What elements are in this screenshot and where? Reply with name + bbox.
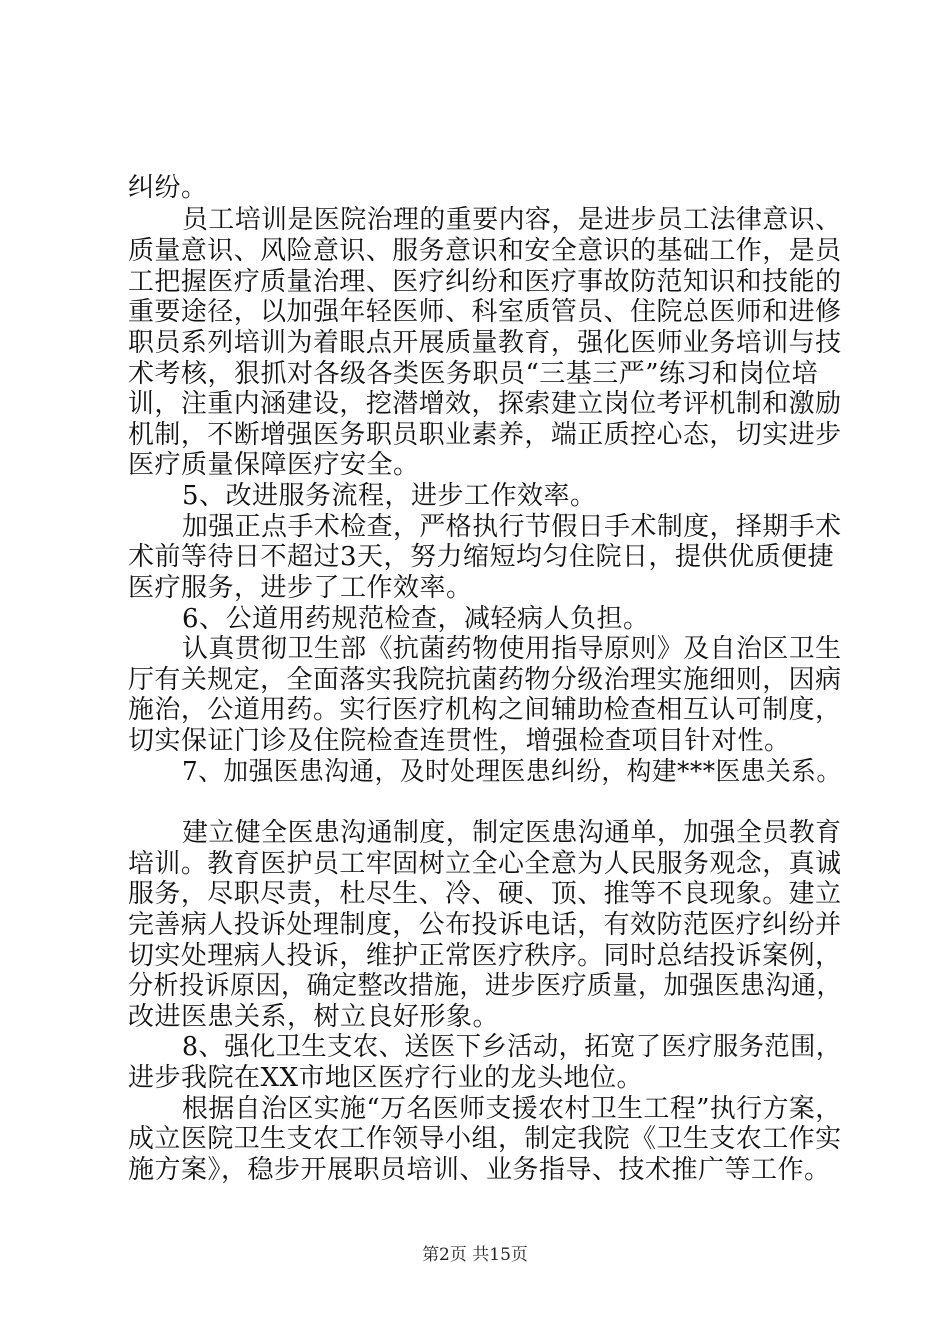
text-line: 施方案》，稳步开展职员培训、业务指导、技术推广等工作。 bbox=[128, 1155, 831, 1185]
text-line: 切实保证门诊及住院检查连贯性，增强检查项目针对性。 bbox=[128, 726, 791, 756]
paragraph-line: 加强正点手术检查，严格执行节假日手术制度，择期手术 bbox=[182, 512, 842, 542]
text-line: 纠纷。 bbox=[128, 173, 208, 203]
text-line: 培训。教育医护员工牢固树立全心全意为人民服务观念，真诚 bbox=[128, 849, 842, 879]
text-line: 术前等待日不超过3天，努力缩短均匀住院日，提供优质便捷 bbox=[128, 542, 835, 572]
paragraph-line: 根据自治区实施“万名医师支援农村卫生工程”执行方案， bbox=[182, 1094, 842, 1124]
text-line: 成立医院卫生支农工作领导小组，制定我院《卫生支农工作实 bbox=[128, 1124, 842, 1154]
text-line: 进步我院在XX市地区医疗行业的龙头地位。 bbox=[128, 1063, 644, 1093]
paragraph-line: 认真贯彻卫生部《抗菌药物使用指导原则》及自治区卫生 bbox=[182, 634, 842, 664]
text-line: 改进医患关系，树立良好形象。 bbox=[128, 1002, 500, 1032]
page-number-footer: 第2页 共15页 bbox=[422, 1245, 528, 1265]
paragraph-line: 员工培训是医院治理的重要内容，是进步员工法律意识、 bbox=[182, 205, 842, 235]
text-line: 工把握医疗质量治理、医疗纠纷和医疗事故防范知识和技能的 bbox=[128, 267, 842, 297]
text-line: 训，注重内涵建设，挖潜增效，探索建立岗位考评机制和激励 bbox=[128, 389, 842, 419]
text-line: 完善病人投诉处理制度，公布投诉电话，有效防范医疗纠纷并 bbox=[128, 910, 842, 940]
text-line: 服务，尽职尽责，杜尽生、冷、硬、顶、推等不良现象。建立 bbox=[128, 879, 842, 909]
text-line: 机制，不断增强医务职员职业素养，端正质控心态，切实进步 bbox=[128, 420, 842, 450]
section-heading: 6、公道用药规范检查，减轻病人负担。 bbox=[182, 604, 650, 634]
text-line: 职员系列培训为着眼点开展质量教育，强化医师业务培训与技 bbox=[128, 328, 842, 358]
text-line: 医疗质量保障医疗安全。 bbox=[128, 450, 420, 480]
text-line: 医疗服务，进步了工作效率。 bbox=[128, 573, 473, 603]
text-line: 质量意识、风险意识、服务意识和安全意识的基础工作，是员 bbox=[128, 236, 842, 266]
section-heading: 5、改进服务流程，进步工作效率。 bbox=[182, 481, 597, 511]
section-heading: 8、强化卫生支农、送医下乡活动，拓宽了医疗服务范围， bbox=[182, 1032, 842, 1062]
text-line: 术考核，狠抓对各级各类医务职员“三基三严”练习和岗位培 bbox=[128, 359, 819, 389]
section-heading: 7、加强医患沟通，及时处理医患纠纷，构建***医患关系。 bbox=[182, 757, 842, 787]
text-line: 重要途径，以加强年轻医师、科室质管员、住院总医师和进修 bbox=[128, 297, 842, 327]
text-line: 分析投诉原因，确定整改措施，进步医疗质量，加强医患沟通， bbox=[128, 971, 843, 1001]
text-line: 施治，公道用药。实行医疗机构之间辅助检查相互认可制度， bbox=[128, 695, 842, 725]
text-line: 切实处理病人投诉，维护正常医疗秩序。同时总结投诉案例， bbox=[128, 941, 842, 971]
text-line: 厅有关规定，全面落实我院抗菌药物分级治理实施细则，因病 bbox=[128, 665, 842, 695]
paragraph-line: 建立健全医患沟通制度，制定医患沟通单，加强全员教育 bbox=[182, 818, 842, 848]
